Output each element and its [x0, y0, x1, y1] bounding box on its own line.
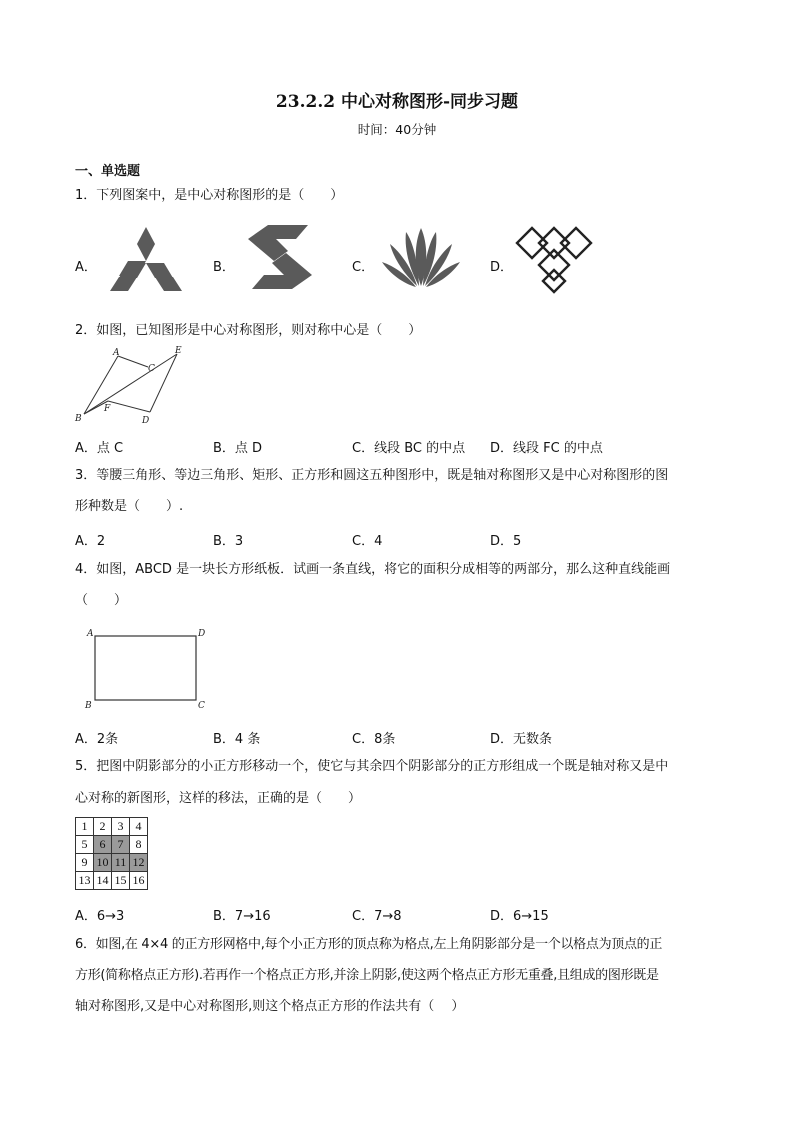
q6-stem-line2: 方形(简称格点正方形).若再作一个格点正方形,并涂上阴影,使这两个格点正方形无重叠,且组成的图形既是	[75, 968, 659, 983]
q1-option-c-label: C．	[352, 260, 375, 275]
q2-option-b: B．点 D	[213, 441, 263, 456]
q5-option-b: B．7→16	[213, 909, 271, 924]
q4-stem-line2: （ ）	[75, 593, 128, 608]
q3-stem-line2: 形种数是（ ）.	[75, 499, 184, 514]
label-b: B	[75, 414, 82, 424]
q3-option-d: D．5	[490, 534, 522, 549]
q1-suzuki-figure	[244, 223, 316, 291]
label-c: C	[148, 364, 155, 374]
grid-cell-shaded: 7	[112, 836, 130, 854]
q1-option-a-label: A．	[75, 260, 97, 275]
q4-option-c: C．8条	[352, 732, 396, 747]
label-e: E	[175, 346, 182, 356]
q4-rectangle-figure	[82, 624, 212, 712]
q1-stem: 1．下列图案中，是中心对称图形的是（ ）	[75, 188, 344, 203]
label-d: D	[142, 416, 150, 424]
diamond-br	[155, 277, 182, 291]
q5-stem-line1: 5．把图中阴影部分的小正方形移动一个，使它与其余四个阴影部分的正方形组成一个既是轴对称又是中	[75, 759, 669, 774]
grid-cell: 4	[130, 818, 148, 836]
grid-cell: 2	[94, 818, 112, 836]
diamond-top	[137, 227, 155, 261]
q1-option-b-label: B．	[213, 260, 235, 275]
q5-option-d: D．6→15	[490, 909, 549, 924]
q4-option-a: A．2条	[75, 732, 119, 747]
grid-cell: 8	[130, 836, 148, 854]
q1-knot-figure	[513, 224, 595, 296]
label-a: A	[113, 348, 120, 358]
q5-number-grid	[75, 817, 148, 890]
grid-cell: 15	[112, 872, 130, 890]
knot-right	[561, 228, 591, 258]
q2-parallelogram-figure	[72, 344, 192, 424]
knot-mid	[539, 250, 569, 280]
grid-cell: 16	[130, 872, 148, 890]
s-lower	[252, 253, 312, 289]
section-heading: 一、单选题	[75, 164, 141, 179]
page-title: 23.2.2 中心对称图形-同步习题	[275, 92, 519, 112]
grid-cell-shaded: 12	[130, 854, 148, 872]
q5-stem-line2: 心对称的新图形，这样的移法，正确的是（ ）	[75, 791, 362, 806]
grid-cell-shaded: 10	[94, 854, 112, 872]
label-b: B	[85, 701, 92, 711]
diamond-right	[146, 263, 173, 278]
grid-cell-shaded: 6	[94, 836, 112, 854]
knot-mid-top	[539, 228, 569, 258]
s-upper	[248, 225, 308, 261]
label-d: D	[198, 629, 206, 639]
grid-cell: 9	[76, 854, 94, 872]
grid-cell: 13	[76, 872, 94, 890]
grid-cell: 1	[76, 818, 94, 836]
q4-option-b: B．4 条	[213, 732, 261, 747]
q2-option-d: D．线段 FC 的中点	[490, 441, 603, 456]
q5-option-a: A．6→3	[75, 909, 125, 924]
q5-option-c: C．7→8	[352, 909, 402, 924]
q2-option-c: C．线段 BC 的中点	[352, 441, 466, 456]
q3-stem-line1: 3．等腰三角形、等边三角形、矩形、正方形和圆这五种图形中，既是轴对称图形又是中心对称图形的图	[75, 468, 669, 483]
label-f: F	[104, 404, 111, 414]
grid-cell: 14	[94, 872, 112, 890]
q3-option-c: C．4	[352, 534, 383, 549]
grid-cell-shaded: 11	[112, 854, 130, 872]
label-a: A	[87, 629, 94, 639]
q1-mitsubishi-figure	[106, 225, 186, 293]
q2-option-a: A．点 C	[75, 441, 124, 456]
label-c: C	[198, 701, 205, 711]
q4-option-d: D．无数条	[490, 732, 553, 747]
knot-left	[517, 228, 547, 258]
grid-cell: 5	[76, 836, 94, 854]
q6-stem-line1: 6．如图,在 4×4 的正方形网格中,每个小正方形的顶点称为格点,左上角阴影部分是一个以格点为顶点的正	[75, 937, 663, 952]
q1-huawei-figure	[380, 226, 462, 288]
q3-option-a: A．2	[75, 534, 106, 549]
time-limit: 时间：40分钟	[357, 122, 437, 137]
q2-stem: 2．如图，已知图形是中心对称图形，则对称中心是（ ）	[75, 323, 422, 338]
q1-option-d-label: D．	[490, 260, 514, 275]
grid-cell: 3	[112, 818, 130, 836]
q3-option-b: B．3	[213, 534, 244, 549]
q4-stem-line1: 4．如图，ABCD 是一块长方形纸板．试画一条直线，将它的面积分成相等的两部分，那么这种直线能画	[75, 562, 671, 577]
q6-stem-line3: 轴对称图形,又是中心对称图形,则这个格点正方形的作法共有（ ）	[75, 999, 465, 1014]
